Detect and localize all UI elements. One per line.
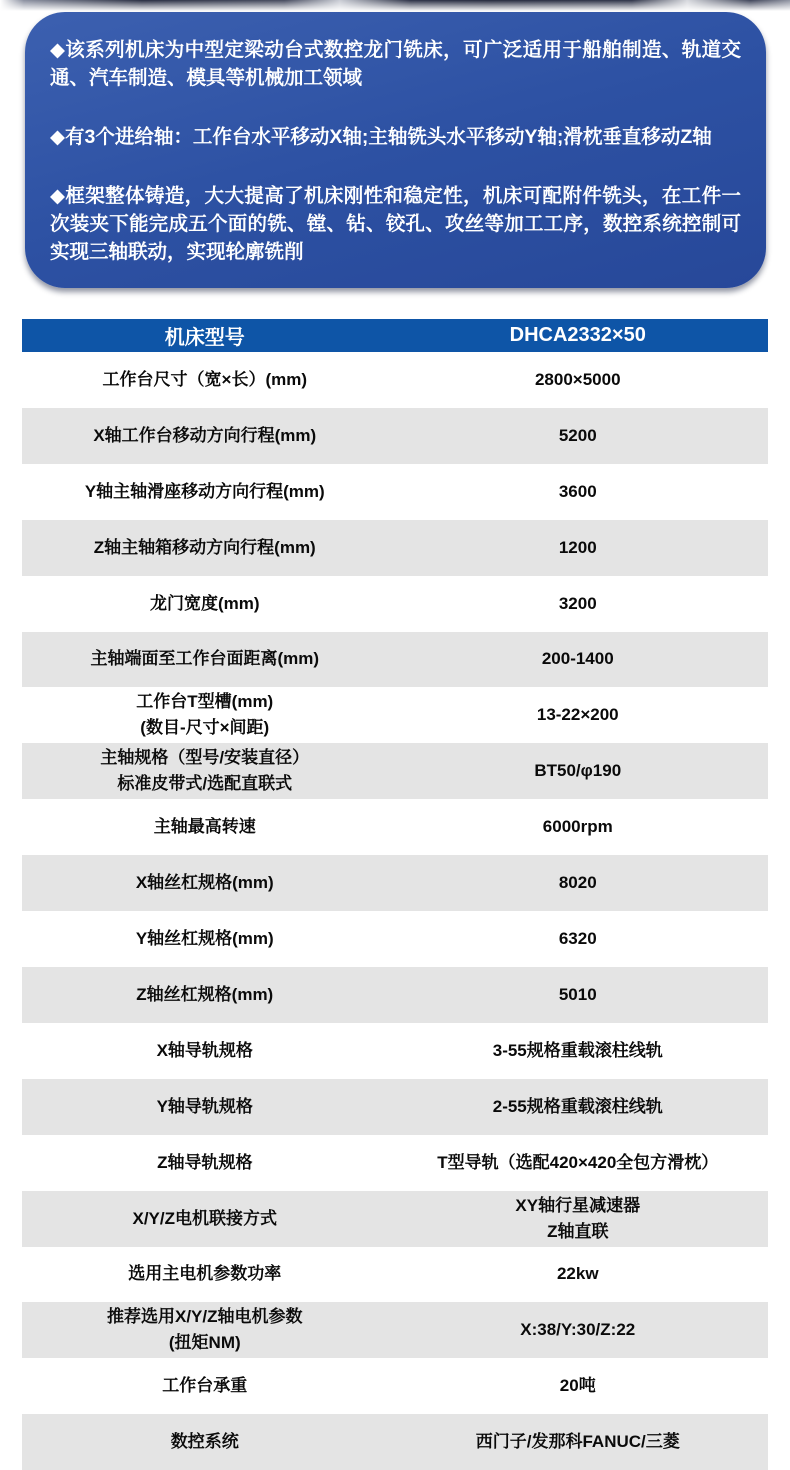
intro-card (25, 12, 766, 288)
spec-row-value (388, 855, 768, 911)
spec-row-value-line: 1200 (558, 537, 597, 557)
spec-row-label-line: 主轴端面至工作台面距离(mm) (90, 649, 320, 669)
spec-row-value (388, 1191, 768, 1247)
spec-row-label-line: X轴导轨规格 (156, 1040, 253, 1060)
spec-row-value (388, 520, 768, 576)
spec-row-label-line: 选用主电机参数功率 (128, 1264, 282, 1284)
spec-row (22, 352, 768, 408)
spec-row-value-line: X:38/Y:30/Z:22 (520, 1320, 636, 1340)
spec-row-value (388, 1358, 768, 1414)
spec-row-value-line: Z轴直联 (547, 1221, 609, 1241)
spec-row-label (22, 1079, 388, 1135)
spec-row-label (22, 464, 388, 520)
spec-row-value (388, 1414, 768, 1470)
spec-row-value (388, 632, 768, 688)
spec-row-value (388, 743, 768, 799)
spec-table-rows (22, 352, 768, 1470)
spec-row-label (22, 1247, 388, 1303)
spec-row (22, 632, 768, 688)
spec-row-value (388, 576, 768, 632)
spec-row-value (388, 911, 768, 967)
spec-row-value (388, 967, 768, 1023)
spec-row-label-line: Z轴导轨规格 (157, 1152, 253, 1172)
spec-row-label (22, 1302, 388, 1358)
spec-row (22, 1135, 768, 1191)
spec-row (22, 855, 768, 911)
spec-row (22, 967, 768, 1023)
spec-row-value-line: 8020 (558, 873, 597, 893)
intro-paragraph: ◆该系列机床为中型定梁动台式数控龙门铣床，可广泛适用于船舶制造、轨道交通、汽车制造、模具等机械加工领域 (50, 39, 741, 89)
spec-row-value-line: 3200 (558, 593, 597, 613)
spec-row (22, 464, 768, 520)
spec-row-label-line: Z轴丝杠规格(mm) (136, 984, 274, 1004)
spec-row-label-line: X轴丝杠规格(mm) (135, 873, 274, 893)
spec-row (22, 1414, 768, 1470)
spec-row-value-line: 5200 (558, 425, 597, 445)
spec-row-value-line: XY轴行星减速器 (515, 1195, 641, 1215)
spec-row-label-line: 推荐选用X/Y/Z轴电机参数 (107, 1307, 303, 1327)
spec-row-label-line: Z轴主轴箱移动方向行程(mm) (93, 537, 316, 557)
spec-row-label-line: Y轴导轨规格 (156, 1096, 253, 1116)
spec-row-label-line: 工作台承重 (162, 1376, 248, 1396)
spec-row-label (22, 743, 388, 799)
spec-row (22, 687, 768, 743)
intro-paragraphs (50, 36, 741, 266)
spec-row-label (22, 632, 388, 688)
spec-row (22, 408, 768, 464)
spec-row-value-line: 6320 (558, 929, 597, 949)
spec-row-label-line: 标准皮带式/选配直联式 (117, 774, 293, 794)
spec-row-value-line: 20吨 (559, 1376, 596, 1396)
spec-row-value-line: BT50/φ190 (534, 761, 622, 781)
spec-header-model-value: DHCA2332×50 (509, 324, 646, 346)
spec-row-label-line: X轴工作台移动方向行程(mm) (93, 425, 317, 445)
spec-row (22, 1302, 768, 1358)
spec-row-label-line: 数控系统 (170, 1432, 239, 1452)
spec-row-label (22, 1414, 388, 1470)
spec-table-header (22, 319, 768, 352)
spec-row-label (22, 520, 388, 576)
top-shadow-band (0, 0, 790, 11)
spec-row-value (388, 1079, 768, 1135)
spec-row-value-line: 5010 (558, 984, 597, 1004)
spec-row-label (22, 687, 388, 743)
spec-row-label (22, 1023, 388, 1079)
spec-row-label-line: (数目-尺寸×间距) (140, 718, 270, 738)
spec-row-value-line: 6000rpm (542, 817, 613, 837)
spec-row-value-line: 2-55规格重载滚柱线轨 (492, 1096, 663, 1116)
spec-row-label (22, 967, 388, 1023)
spec-row-value (388, 687, 768, 743)
spec-row (22, 743, 768, 799)
spec-row-value (388, 799, 768, 855)
spec-row (22, 1247, 768, 1303)
spec-row-label-line: Y轴主轴滑座移动方向行程(mm) (84, 481, 325, 501)
spec-row-label (22, 855, 388, 911)
spec-row-label-line: X/Y/Z电机联接方式 (132, 1208, 278, 1228)
intro-paragraph: ◆有3个进给轴：工作台水平移动X轴;主轴铣头水平移动Y轴;滑枕垂直移动Z轴 (50, 126, 712, 148)
spec-row-label (22, 799, 388, 855)
spec-row-value (388, 408, 768, 464)
spec-row (22, 520, 768, 576)
spec-row-label-line: 主轴规格（型号/安装直径） (100, 748, 310, 768)
spec-row-value-line: 13-22×200 (536, 705, 619, 725)
spec-row-value-line: 3-55规格重载滚柱线轨 (492, 1040, 663, 1060)
spec-row-label-line: 工作台T型槽(mm) (136, 692, 274, 712)
spec-row-value (388, 1023, 768, 1079)
spec-row-value (388, 464, 768, 520)
spec-row-value-line: 22kw (556, 1264, 599, 1284)
spec-row-value-line: 西门子/发那科FANUC/三菱 (475, 1432, 680, 1452)
spec-row-label (22, 408, 388, 464)
spec-row (22, 799, 768, 855)
spec-row-label (22, 911, 388, 967)
spec-row-label (22, 1191, 388, 1247)
spec-row-value (388, 1247, 768, 1303)
spec-row-label-line: 龙门宽度(mm) (149, 593, 260, 613)
spec-row-value-line: 3600 (558, 481, 597, 501)
spec-row (22, 1191, 768, 1247)
intro-paragraph: ◆框架整体铸造，大大提高了机床刚性和稳定性，机床可配附件铣头，在工件一次装夹下能完成五个面的铣、镗、钻、铰孔、攻丝等加工工序，数控系统控制可实现三轴联动，实现轮廓铣削 (50, 185, 741, 263)
spec-row (22, 1079, 768, 1135)
spec-row-label-line: Y轴丝杠规格(mm) (135, 929, 274, 949)
spec-row-value-line: 200-1400 (541, 649, 614, 669)
spec-row-label (22, 1358, 388, 1414)
spec-table (22, 319, 768, 1470)
spec-row-value (388, 352, 768, 408)
spec-row-value (388, 1135, 768, 1191)
spec-row (22, 1358, 768, 1414)
spec-header-model-label: 机床型号 (164, 327, 245, 349)
spec-row (22, 1023, 768, 1079)
spec-row-value-line: T型导轨（选配420×420全包方滑枕） (437, 1152, 719, 1172)
spec-row-label-line: (扭矩NM) (168, 1333, 241, 1353)
spec-row (22, 576, 768, 632)
spec-row-label-line: 主轴最高转速 (153, 817, 256, 837)
spec-row-label (22, 1135, 388, 1191)
spec-row (22, 911, 768, 967)
spec-row-label (22, 352, 388, 408)
spec-row-label-line: 工作台尺寸（宽×长）(mm) (102, 369, 307, 389)
spec-row-value-line: 2800×5000 (534, 369, 621, 389)
spec-row-value (388, 1302, 768, 1358)
spec-row-label (22, 576, 388, 632)
